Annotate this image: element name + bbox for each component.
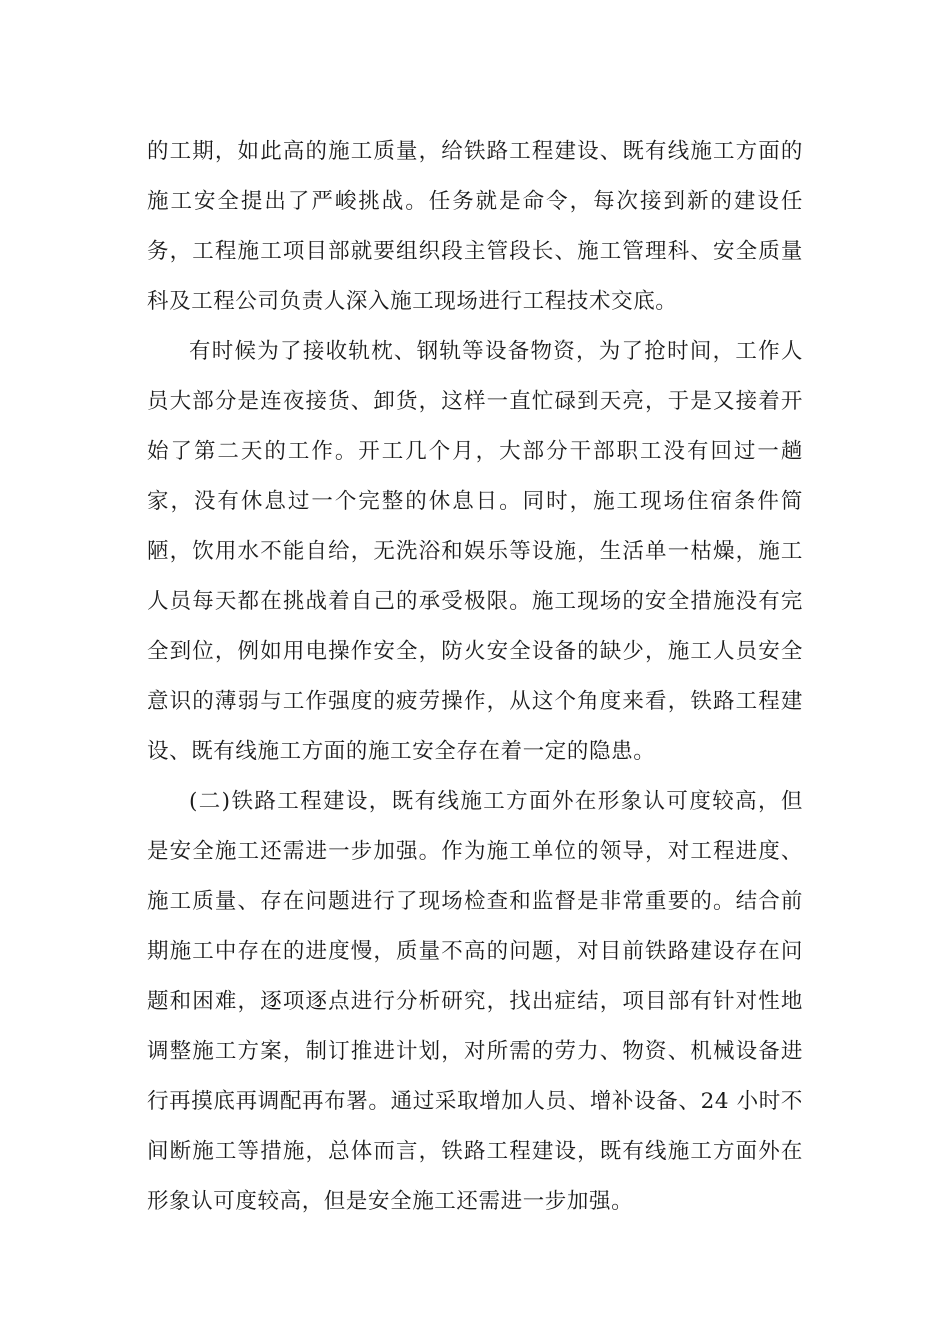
text-line: 题和困难，逐项逐点进行分析研究，找出症结，项目部有针对性地 — [147, 989, 803, 1014]
paragraph-first-line: 有时候为了接收轨枕、钢轨等设备物资，为了抢时间，工作人 — [189, 339, 803, 364]
text-line: 家，没有休息过一个完整的休息日。同时，施工现场住宿条件简 — [147, 489, 803, 514]
text-line: 调整施工方案，制订推进计划，对所需的劳力、物资、机械设备进 — [147, 1039, 803, 1064]
text-line: 员大部分是连夜接货、卸货，这样一直忙碌到天亮，于是又接着开 — [147, 389, 803, 414]
text-line: 施工安全提出了严峻挑战。任务就是命令，每次接到新的建设任 — [147, 189, 803, 214]
text-line: 务，工程施工项目部就要组织段主管段长、施工管理科、安全质量 — [147, 239, 803, 264]
text-line: 人员每天都在挑战着自己的承受极限。施工现场的安全措施没有完 — [147, 589, 803, 614]
text-line: 始了第二天的工作。开工几个月，大部分干部职工没有回过一趟 — [147, 439, 803, 464]
text-line: 施工质量、存在问题进行了现场检查和监督是非常重要的。结合前 — [147, 889, 803, 914]
text-line: 的工期，如此高的施工质量，给铁路工程建设、既有线施工方面的 — [147, 139, 803, 164]
text-line: 意识的薄弱与工作强度的疲劳操作，从这个角度来看，铁路工程建 — [147, 689, 803, 714]
text-line: 陋，饮用水不能自给，无洗浴和娱乐等设施，生活单一枯燥，施工 — [147, 539, 803, 564]
text-line: 科及工程公司负责人深入施工现场进行工程技术交底。 — [147, 289, 678, 314]
text-line: 间断施工等措施，总体而言，铁路工程建设，既有线施工方面外在 — [147, 1139, 803, 1164]
paragraph-first-line: (二)铁路工程建设，既有线施工方面外在形象认可度较高，但 — [189, 789, 803, 814]
text-line: 全到位，例如用电操作安全，防火安全设备的缺少，施工人员安全 — [147, 639, 803, 664]
text-line: 是安全施工还需进一步加强。作为施工单位的领导，对工程进度、 — [147, 839, 803, 864]
text-line: 形象认可度较高，但是安全施工还需进一步加强。 — [147, 1189, 634, 1214]
text-line: 设、既有线施工方面的施工安全存在着一定的隐患。 — [147, 739, 656, 764]
text-line: 行再摸底再调配再布署。通过采取增加人员、增补设备、24 小时不 — [147, 1089, 803, 1114]
text-line: 期施工中存在的进度慢，质量不高的问题，对目前铁路建设存在问 — [147, 939, 803, 964]
